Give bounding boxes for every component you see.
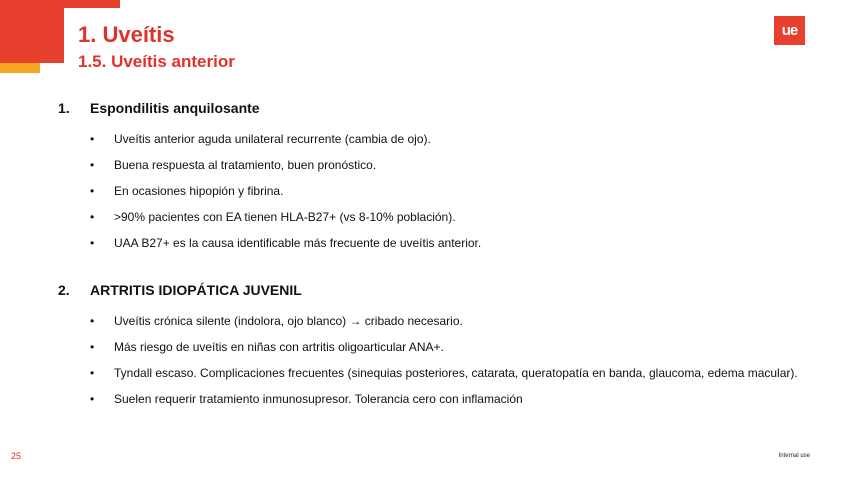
page-number: 25 <box>11 451 22 461</box>
list-item <box>90 204 798 230</box>
bullet-list-1 <box>58 126 798 256</box>
section-heading-1 <box>58 100 798 126</box>
list-item-text: >90% pacientes con EA tienen HLA-B27+ (vs 8-10% población). <box>114 210 456 224</box>
decorative-top-bar <box>0 0 120 8</box>
list-item-text: En ocasiones hipopión y fibrina. <box>114 184 284 198</box>
bullet-dot: • <box>90 210 95 224</box>
bullet-dot: • <box>90 314 95 328</box>
list-item <box>90 334 798 360</box>
list-item-text: Suelen requerir tratamiento inmunosupresor. Tolerancia cero con inflamación <box>114 392 523 406</box>
slide-title: 1. Uveítis <box>78 22 175 47</box>
section-heading-2 <box>58 282 798 308</box>
bullet-dot: • <box>90 184 95 198</box>
section-title: Espondilitis anquilosante <box>90 100 260 116</box>
list-item <box>90 152 798 178</box>
list-item <box>90 126 798 152</box>
list-item-text: UAA B27+ es la causa identificable más frecuente de uveítis anterior. <box>114 236 482 250</box>
bullet-dot: • <box>90 340 95 354</box>
list-item-text: Uveítis anterior aguda unilateral recurrente (cambia de ojo). <box>114 132 431 146</box>
bullet-dot: • <box>90 392 95 406</box>
list-item <box>90 230 798 256</box>
list-item <box>90 360 798 386</box>
section-title: ARTRITIS IDIOPÁTICA JUVENIL <box>90 282 302 298</box>
list-item <box>90 386 798 412</box>
decorative-corner-red <box>0 0 64 63</box>
classification-tag: Internal use <box>778 453 810 459</box>
ue-logo: ue <box>774 16 805 45</box>
slide-subtitle: 1.5. Uveítis anterior <box>78 52 235 71</box>
list-item-text: Uveítis crónica silente (indolora, ojo blanco) → cribado necesario. <box>114 314 463 328</box>
bullet-dot: • <box>90 366 95 380</box>
list-item <box>90 308 798 334</box>
list-item-text: Tyndall escaso. Complicaciones frecuentes (sinequias posteriores, catarata, queratopatía en banda, glaucoma, edema macular). <box>114 366 798 380</box>
section-number: 1. <box>58 100 70 116</box>
list-item <box>90 178 798 204</box>
bullet-dot: • <box>90 132 95 146</box>
bullet-dot: • <box>90 158 95 172</box>
section-number: 2. <box>58 282 70 298</box>
section-spacer <box>58 256 798 282</box>
bullet-dot: • <box>90 236 95 250</box>
list-item-text: Más riesgo de uveítis en niñas con artritis oligoarticular ANA+. <box>114 340 444 354</box>
slide-content <box>58 100 798 412</box>
bullet-list-2 <box>58 308 798 412</box>
list-item-text: Buena respuesta al tratamiento, buen pronóstico. <box>114 158 377 172</box>
